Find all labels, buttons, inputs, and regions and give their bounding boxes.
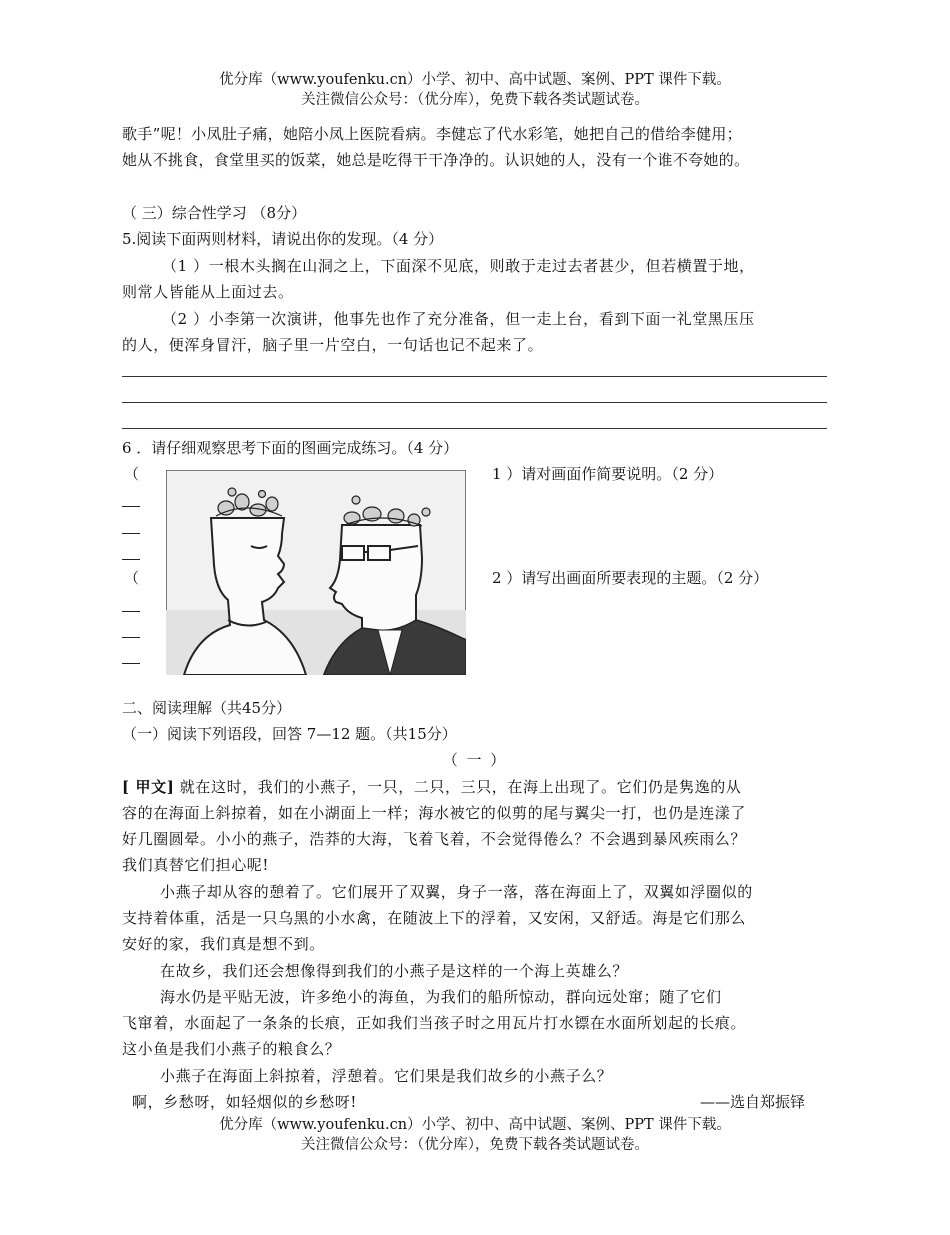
intro-line2: 她从不挑食，食堂里买的饭菜，她总是吃得干干净净的。认识她的人，没有一个谁不夸她的。 (122, 151, 750, 169)
part2-subtitle: （一）阅读下列语段，回答 7—12 题。（共15分） (122, 725, 457, 743)
q5-prompt: 5.阅读下面两则材料，请说出你的发现。（4 分） (122, 230, 444, 248)
q6-sub2: 2 ）请写出画面所要表现的主题。（2 分） (492, 569, 769, 587)
passage-p4-line3: 这小鱼是我们小燕子的粮食么？ (122, 1040, 341, 1058)
page-header-line1: 优分库（www.youfenku.cn）小学、初中、高中试题、案例、PPT 课件下载。 (219, 72, 731, 88)
passage-p1-line2: 容的在海面上斜掠着，如在小湖面上一样；海水被它的似剪的尾与翼尖一打，也仍是连漾了 (122, 804, 747, 822)
passage-source: ——选自郑振铎 (700, 1093, 806, 1111)
answer-dash-4[interactable] (122, 611, 140, 612)
passage-heading: （ 一 ） (442, 751, 508, 769)
page-footer-line2: 关注微信公众号：（优分库），免费下载各类试题试卷。 (301, 1137, 649, 1153)
passage-p3: 在故乡，我们还会想像得到我们的小燕子是这样的一个海上英雄么？ (160, 962, 629, 980)
passage-p2-line3: 安好的家，我们真是想不到。 (122, 935, 325, 953)
intro-line1: 歌手”呢！小凤肚子痛，她陪小凤上医院看病。李健忘了代水彩笔，她把自己的借给李健用； (122, 125, 742, 143)
section3-title: （ 三）综合性学习 （8分） (122, 204, 307, 222)
q6-prompt: 6 ．请仔细观察思考下面的图画完成练习。（4 分） (122, 439, 459, 457)
passage-label: [ 甲文] (122, 778, 175, 796)
answer-dash-2[interactable] (122, 533, 140, 534)
passage-p1-line3: 好几圈圆晕。小小的燕子，浩莽的大海，飞着飞着，不会觉得倦么？不会遇到暴风疾雨么？ (122, 830, 747, 848)
passage-p4-line1: 海水仍是平贴无波，许多绝小的海鱼，为我们的船所惊动，群向远处窜；随了它们 (160, 988, 722, 1006)
passage-p5: 小燕子在海面上斜掠着，浮憩着。它们果是我们故乡的小燕子么？ (160, 1067, 613, 1085)
page-header-line2: 关注微信公众号：（优分库），免费下载各类试题试卷。 (301, 92, 649, 108)
q6-sub1: 1 ）请对画面作简要说明。（2 分） (492, 465, 724, 483)
passage-p6: 啊，乡愁呀，如轻烟似的乡愁呀! (132, 1093, 358, 1111)
q5-material2-line2: 的人，便浑身冒汗，脑子里一片空白，一句话也记不起来了。 (122, 336, 544, 354)
answer-dash-1[interactable] (122, 506, 140, 507)
answer-line-2[interactable] (122, 402, 827, 403)
passage-p1-line4: 我们真替它们担心呢! (122, 856, 270, 874)
q6-paren-2: （ (124, 569, 140, 587)
answer-line-3[interactable] (122, 428, 827, 429)
answer-dash-5[interactable] (122, 637, 140, 638)
passage-p1-line1-text: 就在这时，我们的小燕子，一只，二只，三只，在海上出现了。它们仍是隽逸的从 (179, 778, 742, 796)
passage-p1-line1 (122, 777, 741, 797)
passage-p2-line2: 支持着体重，活是一只乌黑的小水禽，在随波上下的浮着，又安闲，又舒适。海是它们那么 (122, 909, 747, 927)
q5-material1-line2: 则常人皆能从上面过去。 (122, 283, 294, 301)
passage-p2-line1: 小燕子却从容的憩着了。它们展开了双翼，身子一落，落在海面上了，双翼如浮圈似的 (160, 883, 753, 901)
answer-dash-3[interactable] (122, 559, 140, 560)
part2-title: 二、阅读理解（共45分） (122, 699, 292, 717)
q6-paren-1: （ (124, 465, 140, 483)
answer-line-1[interactable] (122, 376, 827, 377)
page-footer-line1: 优分库（www.youfenku.cn）小学、初中、高中试题、案例、PPT 课件下载。 (219, 1117, 731, 1133)
q5-material1-line1: （1 ）一根木头搁在山洞之上，下面深不见底，则敢于走过去者甚少，但若横置于地， (162, 257, 755, 275)
passage-p4-line2: 飞窜着，水面起了一条条的长痕，正如我们当孩子时之用瓦片打水镖在水面所划起的长痕。 (122, 1014, 747, 1032)
answer-dash-6[interactable] (122, 663, 140, 664)
q5-material2-line1: （2 ）小李第一次演讲，他事先也作了充分准备，但一走上台，看到下面一礼堂黑压压 (162, 310, 755, 328)
cartoon-two-heads-illustration (166, 470, 466, 675)
